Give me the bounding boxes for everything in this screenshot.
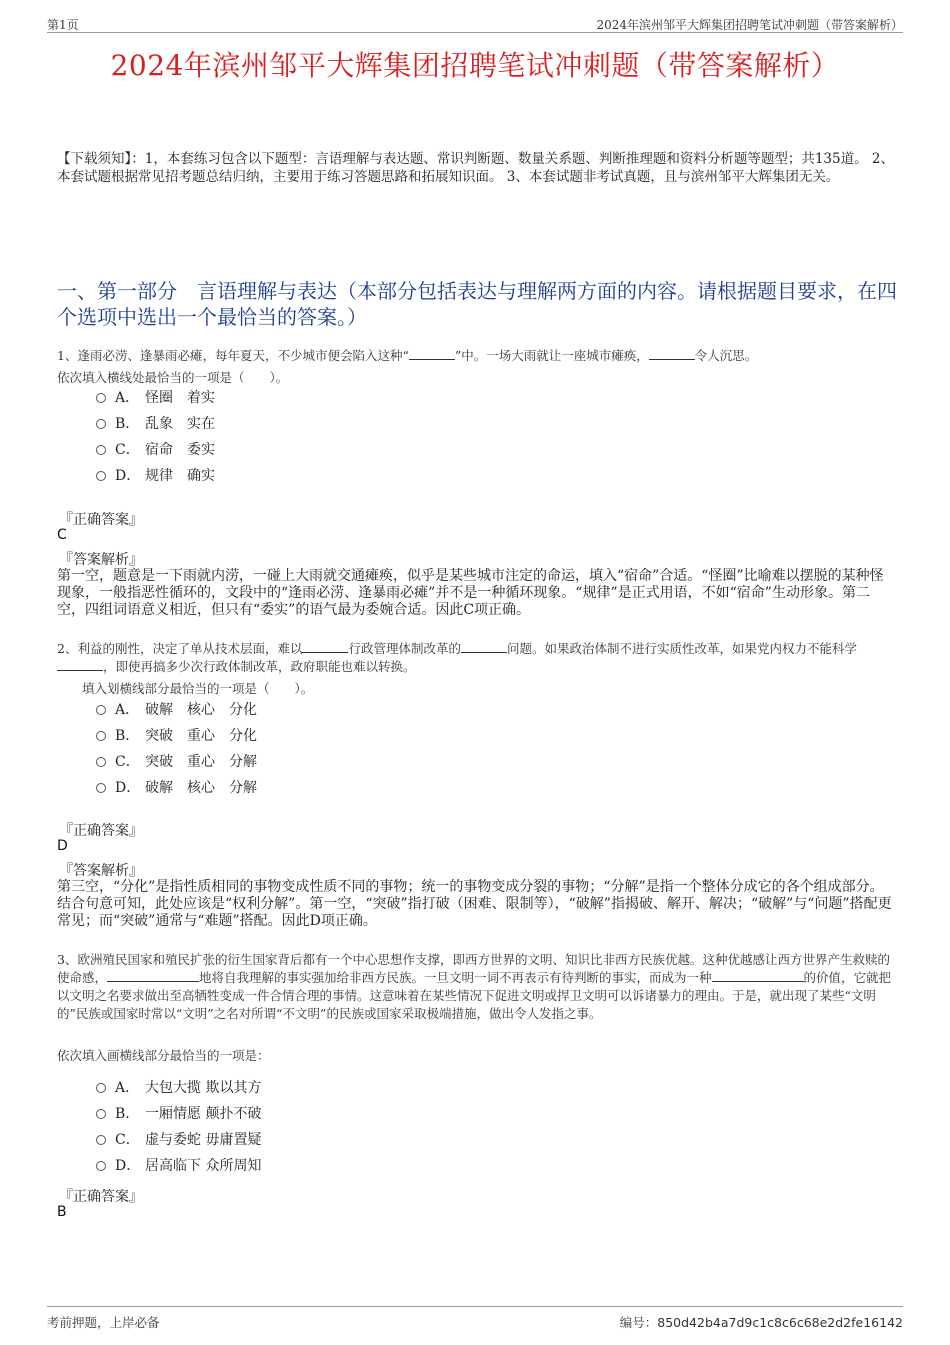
- radio-icon[interactable]: [96, 393, 106, 403]
- question-3-answer: B: [57, 1204, 67, 1220]
- question-1-option-a[interactable]: A． 怪圈 着实: [96, 388, 215, 408]
- correct-answer-label: 『正确答案』: [59, 1189, 143, 1205]
- question-1-option-b[interactable]: B． 乱象 实在: [96, 414, 215, 434]
- answer-analysis-label: 『答案解析』: [59, 863, 143, 879]
- radio-icon[interactable]: [96, 705, 106, 715]
- correct-answer-label: 『正确答案』: [59, 823, 143, 839]
- question-2-option-b[interactable]: B． 突破 重心 分化: [96, 726, 257, 746]
- radio-icon[interactable]: [96, 419, 106, 429]
- question-2-answer: D: [57, 838, 68, 854]
- radio-icon[interactable]: [96, 445, 106, 455]
- question-1-instruction: 依次填入横线处最恰当的一项是（ ）。: [57, 370, 289, 385]
- blank: [409, 359, 455, 360]
- radio-icon[interactable]: [96, 471, 106, 481]
- page-footer: [47, 1306, 903, 1330]
- blank: [107, 981, 199, 982]
- page-title: 2024年滨州邹平大辉集团招聘笔试冲刺题（带答案解析）: [110, 49, 840, 82]
- blank: [461, 652, 507, 653]
- radio-icon[interactable]: [96, 731, 106, 741]
- answer-analysis-label: 『答案解析』: [59, 552, 143, 568]
- question-2-option-a[interactable]: A． 破解 核心 分化: [96, 700, 257, 720]
- footer-code: 编号：850d42b4a7d9c1c8c6c68e2d2fe16142: [619, 1315, 903, 1330]
- header-doc-title: 2024年滨州邹平大辉集团招聘笔试冲刺题（带答案解析）: [596, 18, 903, 32]
- radio-icon[interactable]: [96, 1161, 106, 1171]
- blank: [57, 670, 103, 671]
- question-2-instruction: 填入划横线部分最恰当的一项是（ ）。: [82, 681, 314, 696]
- radio-icon[interactable]: [96, 757, 106, 767]
- blank: [649, 359, 695, 360]
- question-3-option-b[interactable]: B． 一厢情愿 颠扑不破: [96, 1104, 261, 1124]
- question-3-option-d[interactable]: D． 居高临下 众所周知: [96, 1156, 261, 1176]
- question-1-answer: C: [57, 527, 67, 543]
- question-3-option-c[interactable]: C． 虚与委蛇 毋庸置疑: [96, 1130, 261, 1150]
- footer-slogan: 考前押题，上岸必备: [47, 1315, 160, 1330]
- radio-icon[interactable]: [96, 783, 106, 793]
- blank: [302, 652, 348, 653]
- radio-icon[interactable]: [96, 1109, 106, 1119]
- question-2-option-d[interactable]: D． 破解 核心 分解: [96, 778, 257, 798]
- radio-icon[interactable]: [96, 1083, 106, 1093]
- blank: [712, 981, 804, 982]
- question-1-stem: 1、逢雨必涝、逢暴雨必瘫，每年夏天，不少城市便会陷入这种“ ”中。一场大雨就让一座城市瘫痪， 令人沉思。: [57, 348, 758, 363]
- question-1-option-c[interactable]: C． 宿命 委实: [96, 440, 215, 460]
- question-1-option-d[interactable]: D． 规律 确实: [96, 466, 215, 486]
- question-2-analysis: 第三空，“分化”是指性质相同的事物变成性质不同的事物；统一的事物变成分裂的事物；“分解”是指一个整体分成它的各个组成部分。结合句意可知，此处应该是“权利分解”。第一空，“突破”指打破（困难、限制等），“破解”指揭破、解开、解决；“破解”与“问题”搭配更常见；而“突破”通常与“难题”搭配。因此D项正确。: [57, 879, 892, 929]
- correct-answer-label: 『正确答案』: [59, 512, 143, 528]
- section-heading: 一、第一部分 言语理解与表达（本部分包括表达与理解两方面的内容。请根据题目要求，在四个选项中选出一个最恰当的答案。）: [57, 279, 897, 329]
- question-2-stem: 2、利益的刚性，决定了单从技术层面，难以 行政管理体制改革的 问题。如果政治体制不进行实质性改革，如果党内权力不能科学，即使再搞多少次行政体制改革，政府职能也难以转换。: [57, 641, 857, 674]
- question-3-stem: 3、欧洲殖民国家和殖民扩张的衍生国家背后都有一个中心思想作支撑，即西方世界的文明、知识比非西方民族优越。这种优越感让西方世界产生救赎的使命感， 地将自我理解的事实强加给非西方民族。一旦文明一词不再表示有待判断的事实，而成为一种 的价值，它就把以文明之名要求做出至高牺牲变成一件合情合理的事情。这意味着在某些情况下促进文明或捍卫文明可以诉诸暴力的理由。于是，就出现了某些“文明的”民族或国家时常以“文明”之名对所谓“不文明”的民族或国家采取极端措施，做出令人发指之事。: [57, 952, 892, 1021]
- question-3-option-a[interactable]: A． 大包大揽 欺以其方: [96, 1078, 261, 1098]
- page-header: [47, 14, 903, 33]
- question-3-instruction: 依次填入画横线部分最恰当的一项是：: [57, 1048, 270, 1063]
- page-number: 第1页: [47, 18, 79, 32]
- question-2-option-c[interactable]: C． 突破 重心 分解: [96, 752, 257, 772]
- radio-icon[interactable]: [96, 1135, 106, 1145]
- question-1-analysis: 第一空，题意是一下雨就内涝，一碰上大雨就交通瘫痪，似乎是某些城市注定的命运，填入“宿命”合适。“怪圈”比喻难以摆脱的某种怪现象，一般指恶性循环的，文段中的“逢雨必涝、逢暴雨必瘫”并不是一种循环现象。“规律”是正式用语，不如“宿命”生动形象。第二空，四组词语意义相近，但只有“委实”的语气最为委婉合适。因此C项正确。: [57, 568, 884, 618]
- download-notice: 【下载须知】：1，本套练习包含以下题型：言语理解与表达题、常识判断题、数量关系题、判断推理题和资料分析题等题型；共135道。 2、本套试题根据常见招考题总结归纳，主要用于练习答题思路和拓展知识面。 3、本套试题非考试真题，且与滨州邹平大辉集团无关。: [57, 151, 894, 185]
